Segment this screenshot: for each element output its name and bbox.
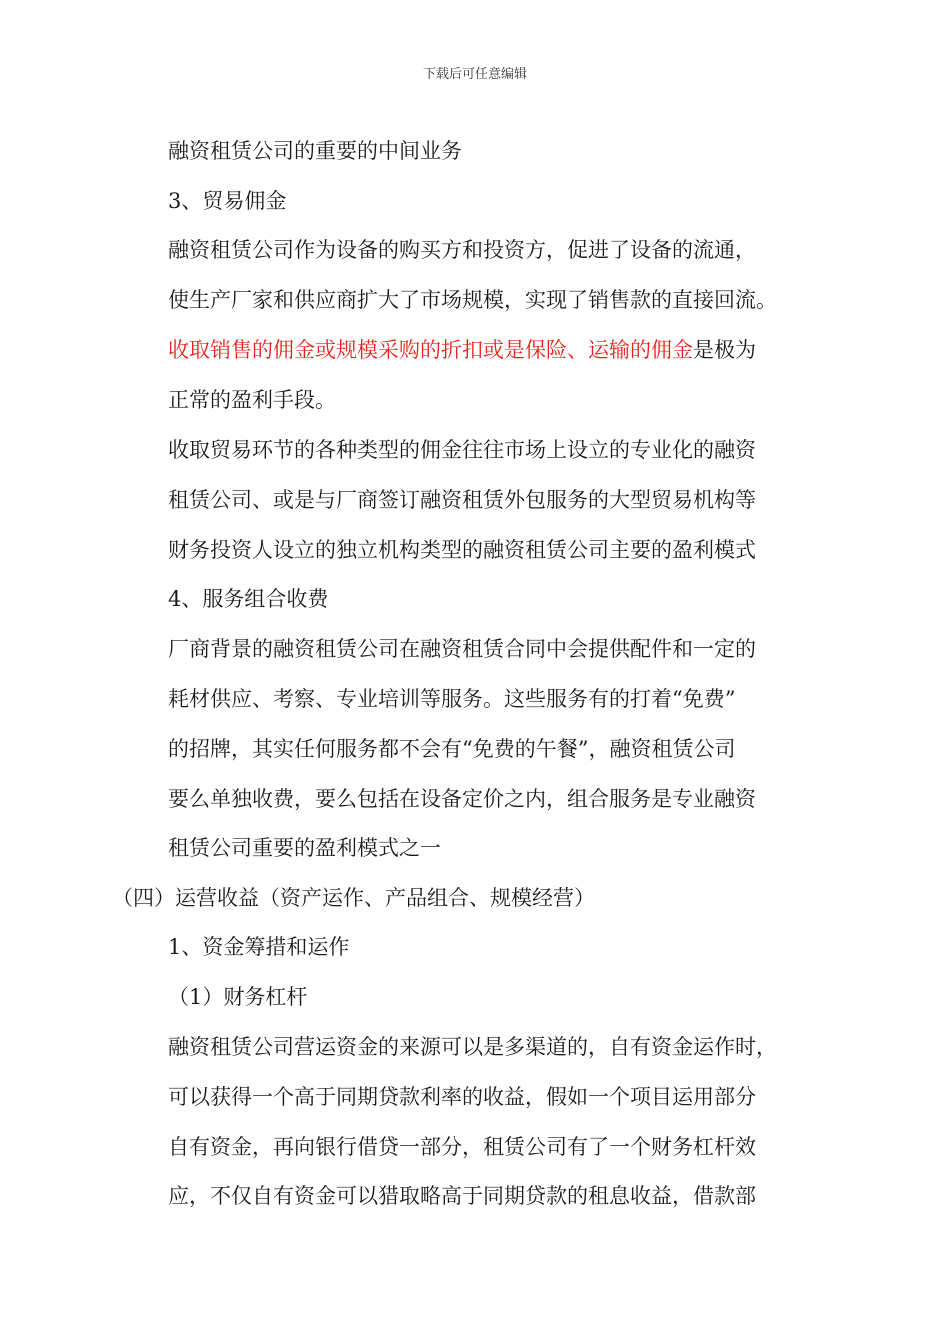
body-line: 融资租赁公司营运资金的来源可以是多渠道的，自有资金运作时， (168, 1035, 777, 1059)
body-line: 厂商背景的融资租赁公司在融资租赁合同中会提供配件和一定的 (168, 637, 756, 661)
body-line: 正常的盈利手段。 (168, 388, 336, 412)
body-line: 融资租赁公司作为设备的购买方和投资方，促进了设备的流通， (168, 238, 756, 262)
body-line: 租赁公司重要的盈利模式之一 (168, 836, 441, 860)
body-line: 租赁公司、或是与厂商签订融资租赁外包服务的大型贸易机构等 (168, 488, 756, 512)
body-line: 使生产厂家和供应商扩大了市场规模，实现了销售款的直接回流。 (168, 288, 777, 312)
subsection-heading: （1）财务杠杆 (168, 985, 308, 1009)
body-line-highlighted (168, 336, 756, 364)
section-heading: 3、贸易佣金 (168, 189, 287, 213)
body-line: 融资租赁公司的重要的中间业务 (168, 139, 462, 163)
body-line: 财务投资人设立的独立机构类型的融资租赁公司主要的盈利模式 (168, 538, 756, 562)
body-line: 耗材供应、考察、专业培训等服务。这些服务有的打着“免费” (168, 687, 736, 711)
body-line: 的招牌，其实任何服务都不会有“免费的午餐”，融资租赁公司 (168, 737, 736, 761)
highlighted-text: 收取销售的佣金或规模采购的折扣或是保险、运输的佣金 (168, 338, 693, 362)
body-line: 要么单独收费，要么包括在设备定价之内，组合服务是专业融资 (168, 787, 756, 811)
body-line: 应，不仅自有资金可以猎取略高于同期贷款的租息收益，借款部 (168, 1184, 756, 1208)
chapter-heading: （四）运营收益（资产运作、产品组合、规模经营） (112, 886, 595, 910)
body-line: 自有资金，再向银行借贷一部分，租赁公司有了一个财务杠杆效 (168, 1135, 756, 1159)
body-line: 收取贸易环节的各种类型的佣金往往市场上设立的专业化的融资 (168, 438, 756, 462)
page-header: 下载后可任意编辑 (422, 67, 527, 82)
body-line: 可以获得一个高于同期贷款利率的收益，假如一个项目运用部分 (168, 1085, 756, 1109)
section-heading: 4、服务组合收费 (168, 587, 329, 611)
section-heading: 1、资金筹措和运作 (168, 935, 350, 959)
body-text: 是极为 (693, 338, 756, 362)
